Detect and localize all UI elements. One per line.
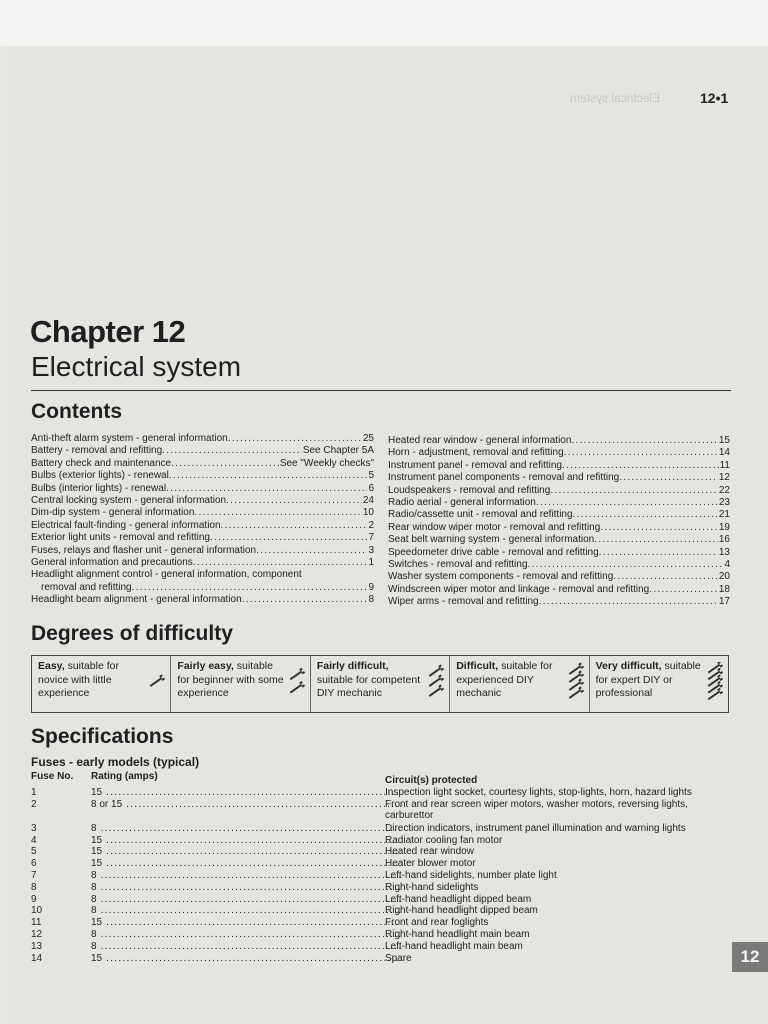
contents-entry-page: 14 xyxy=(718,447,730,459)
contents-entry xyxy=(388,596,730,608)
fuse-circuit: Heated rear window xyxy=(385,846,474,858)
contents-entry-title: Speedometer drive cable - removal and refitting xyxy=(388,546,599,558)
dot-leader xyxy=(613,571,718,583)
contents-entry-title: Horn - adjustment, removal and refitting xyxy=(388,447,564,459)
dot-leader xyxy=(571,435,717,447)
fuse-rating-cell xyxy=(91,929,401,940)
difficulty-level xyxy=(32,656,171,712)
contents-entry-page: 9 xyxy=(368,581,374,593)
fuse-circuit: Direction indicators, instrument panel illumination and warning lights xyxy=(385,822,686,834)
contents-entry xyxy=(388,472,730,484)
difficulty-level xyxy=(311,656,450,712)
contents-entry-title: Bulbs (interior lights) - renewal xyxy=(31,482,167,494)
contents-entry-page: 11 xyxy=(719,459,730,471)
fuse-row xyxy=(31,953,731,965)
fuse-number: 10 xyxy=(31,905,43,917)
fuse-row xyxy=(31,941,731,953)
fuse-circuit: Front and rear foglights xyxy=(385,917,489,929)
fuse-row xyxy=(31,905,731,917)
fuse-rating: 8 or 15 xyxy=(91,798,123,810)
dot-leader xyxy=(242,594,368,606)
contents-entry xyxy=(31,470,374,482)
fuse-rating-cell xyxy=(91,799,401,810)
fuse-rating: 8 xyxy=(91,929,97,940)
contents-entry xyxy=(388,497,730,509)
contents-entry-title: Dim-dip system - general information xyxy=(31,507,195,519)
fuse-circuit: Inspection light socket, courtesy lights, stop-lights, horn, hazard lights xyxy=(385,787,692,798)
fuse-rating: 15 xyxy=(91,846,103,858)
fuse-rating-cell xyxy=(91,917,401,928)
fuse-row xyxy=(31,917,731,929)
dot-leader xyxy=(226,495,362,507)
fuse-circuit: Left-hand sidelights, number plate light xyxy=(385,870,557,881)
fuse-number: 7 xyxy=(31,870,37,881)
fuse-rating-cell xyxy=(91,846,401,857)
dot-leader xyxy=(550,485,718,497)
contents-entry-page: 13 xyxy=(718,546,730,558)
dot-leader xyxy=(536,497,718,509)
contents-entry-title: Heated rear window - general information xyxy=(388,435,572,446)
contents-entry-title: Washer system components - removal and refitting xyxy=(388,571,614,583)
contents-entry-page: 2 xyxy=(368,519,374,531)
contents-entry-title: Radio aerial - general information xyxy=(388,497,536,509)
contents-entry xyxy=(388,460,730,472)
contents-entry xyxy=(31,532,374,544)
contents-entry xyxy=(31,445,374,457)
contents-entry-page: 15 xyxy=(718,435,730,446)
fuse-row xyxy=(31,823,731,835)
dot-leader xyxy=(132,582,368,594)
contents-entry-title: removal and refitting xyxy=(41,581,132,593)
fuse-rating-cell xyxy=(91,953,401,964)
contents-entry xyxy=(31,520,374,532)
fuse-row xyxy=(31,787,731,799)
dot-leader xyxy=(562,460,719,472)
contents-entry-title: Instrument panel components - removal and refitting xyxy=(388,472,620,484)
dot-leader xyxy=(97,882,401,893)
contents-entry-page: 7 xyxy=(368,532,374,544)
dot-leader xyxy=(228,433,362,445)
difficulty-label: Difficult, xyxy=(456,660,499,672)
fuse-rating: 15 xyxy=(91,834,103,846)
contents-entry xyxy=(31,458,374,470)
difficulty-level xyxy=(171,656,310,712)
contents-entry-title: Switches - removal and refitting xyxy=(388,559,528,571)
contents-entry-page: 19 xyxy=(718,521,730,533)
fuse-row xyxy=(31,846,731,858)
dot-leader xyxy=(539,596,718,608)
dot-leader xyxy=(171,458,279,470)
rating-header: Rating (amps) xyxy=(91,771,158,782)
contents-entry-title: Rear window wiper motor - removal and refitting xyxy=(388,521,601,533)
contents-entry-title: Wiper arms - removal and refitting xyxy=(388,596,539,608)
wrench-rating-icon xyxy=(704,662,724,704)
contents-entry xyxy=(31,545,374,557)
contents-entry-page: 12 xyxy=(718,472,730,484)
contents-entry-title: Fuses, relays and flasher unit - general information xyxy=(31,544,257,556)
contents-entry xyxy=(388,435,730,447)
contents-entry-title: Radio/cassette unit - removal and refitting xyxy=(388,509,573,521)
contents-entry-title: Bulbs (exterior lights) - renewal xyxy=(31,470,169,482)
contents-entry-page: 17 xyxy=(718,596,730,608)
contents-entry-title: Headlight beam alignment - general information xyxy=(31,594,242,606)
fuse-rating: 8 xyxy=(91,940,97,952)
difficulty-description xyxy=(177,660,285,701)
fuse-number: 11 xyxy=(31,917,42,929)
fuse-rating: 8 xyxy=(91,905,97,917)
fuse-number: 12 xyxy=(31,929,43,940)
wrench-rating-icon xyxy=(425,662,445,704)
fuse-circuit: Spare xyxy=(385,952,412,964)
difficulty-description xyxy=(38,660,146,701)
title-rule xyxy=(31,390,731,391)
contents-entry xyxy=(388,559,730,571)
contents-entry-title: Windscreen wiper motor and linkage - removal and refitting xyxy=(388,583,650,595)
contents-entry-title: Exterior light units - removal and refitting xyxy=(31,532,210,544)
difficulty-description xyxy=(596,660,704,701)
scan-top-margin xyxy=(0,0,768,46)
contents-right-column xyxy=(388,435,730,609)
contents-entry xyxy=(388,547,730,559)
difficulty-text: suitable for novice with little experience xyxy=(38,660,119,699)
fuse-rating: 15 xyxy=(91,858,103,870)
contents-entry-page: 8 xyxy=(368,594,374,606)
contents-entry-title: Headlight alignment control - general information, component xyxy=(31,569,302,581)
fuse-number: 8 xyxy=(31,881,37,893)
difficulty-text: suitable for experienced DIY mechanic xyxy=(456,660,553,699)
contents-entry-title: Anti-theft alarm system - general information xyxy=(31,433,228,444)
chapter-number: Chapter 12 xyxy=(30,314,186,349)
contents-entry xyxy=(388,534,730,546)
dot-leader xyxy=(221,520,368,532)
difficulty-level xyxy=(450,656,589,712)
wrench-rating-icon xyxy=(146,662,166,704)
specifications-heading: Specifications xyxy=(31,725,174,748)
fuse-number: 14 xyxy=(31,952,43,964)
dot-leader xyxy=(102,835,401,846)
contents-entry-title: Battery check and maintenance xyxy=(31,457,172,469)
contents-entry-title: Central locking system - general information xyxy=(31,495,227,507)
fuse-rating-cell xyxy=(91,894,401,905)
fuse-circuit: Right-hand sidelights xyxy=(385,881,479,893)
contents-entry-page: 5 xyxy=(368,470,374,482)
contents-entry-title: Instrument panel - removal and refitting xyxy=(388,459,562,471)
fuse-rating: 8 xyxy=(91,881,97,893)
fuse-row xyxy=(31,835,731,847)
fuse-number: 3 xyxy=(31,822,37,834)
fuse-rating: 8 xyxy=(91,870,97,881)
dot-leader xyxy=(166,483,367,495)
fuse-rating: 15 xyxy=(91,952,103,964)
circuit-header: Circuit(s) protected xyxy=(385,775,478,786)
fuse-circuit: Right-hand headlight main beam xyxy=(385,929,530,940)
dot-leader xyxy=(619,472,718,484)
difficulty-description xyxy=(456,660,564,701)
contents-entry-title: General information and precautions xyxy=(31,557,193,569)
fuse-row xyxy=(31,870,731,882)
dot-leader xyxy=(210,532,367,544)
contents-entry xyxy=(388,522,730,534)
contents-entry-page: 16 xyxy=(718,534,730,546)
dot-leader xyxy=(599,547,718,559)
fuse-circuit: Left-hand headlight dipped beam xyxy=(385,893,532,905)
difficulty-legend xyxy=(31,655,729,713)
difficulty-label: Fairly difficult, xyxy=(316,660,389,672)
difficulty-text: suitable for competent DIY mechanic xyxy=(316,673,421,699)
dot-leader xyxy=(169,470,368,482)
difficulty-text: suitable for expert DIY or professional xyxy=(595,660,701,699)
fuse-rating-cell xyxy=(91,858,401,869)
dot-leader xyxy=(97,929,401,940)
contents-entry-page: 21 xyxy=(718,509,730,521)
fuse-rating: 8 xyxy=(91,822,97,834)
dot-leader xyxy=(122,799,401,810)
fuse-row xyxy=(31,894,731,906)
chapter-thumb-tab: 12 xyxy=(732,942,768,972)
fuse-rating-cell xyxy=(91,835,401,846)
fuse-rating-cell xyxy=(91,941,401,952)
contents-entry xyxy=(31,495,374,507)
fuse-number: 6 xyxy=(31,858,37,870)
dot-leader xyxy=(162,445,302,457)
dot-leader xyxy=(97,870,401,881)
fuse-circuit: Heater blower motor xyxy=(385,858,476,870)
fuse-rating-cell xyxy=(91,905,401,916)
contents-entry-page: 4 xyxy=(724,559,730,571)
dot-leader xyxy=(194,507,361,519)
fuse-no-header: Fuse No. xyxy=(31,771,74,782)
dot-leader xyxy=(102,858,401,869)
contents-entry xyxy=(31,594,374,606)
page-number: 12•1 xyxy=(700,90,729,106)
fuse-row xyxy=(31,858,731,870)
dot-leader xyxy=(594,534,718,546)
fuse-number: 2 xyxy=(31,798,37,810)
contents-entry-page: 10 xyxy=(362,507,374,519)
contents-entry xyxy=(388,447,730,459)
wrench-rating-icon xyxy=(565,662,585,704)
fuse-rating: 15 xyxy=(91,787,103,798)
difficulty-description xyxy=(317,660,425,701)
fuse-rating-cell xyxy=(91,870,401,881)
contents-entry-title: Seat belt warning system - general information xyxy=(388,534,595,546)
contents-entry-page: See Chapter 5A xyxy=(302,445,374,457)
contents-entry-title: Battery - removal and refitting xyxy=(31,445,163,457)
difficulty-label: Fairly easy, xyxy=(177,660,234,672)
fuse-rating-cell xyxy=(91,823,401,834)
dot-leader xyxy=(97,905,401,916)
wrench-rating-icon xyxy=(286,662,306,704)
contents-entry xyxy=(31,557,374,569)
contents-entry-page: 24 xyxy=(362,495,374,507)
contents-entry xyxy=(388,571,730,583)
dot-leader xyxy=(528,559,724,571)
contents-entry-page: 6 xyxy=(368,482,374,494)
fuse-row xyxy=(31,929,731,941)
fuse-rating: 15 xyxy=(91,917,103,929)
fuses-subheading: Fuses - early models (typical) xyxy=(31,755,200,769)
fuse-row xyxy=(31,882,731,894)
difficulty-text: suitable for beginner with some experience xyxy=(177,660,284,699)
dot-leader xyxy=(102,917,401,928)
fuse-number: 5 xyxy=(31,846,37,858)
difficulty-label: Very difficult, xyxy=(595,660,662,672)
contents-entry xyxy=(31,433,374,445)
fuse-circuit: Left-hand headlight main beam xyxy=(385,940,523,952)
dot-leader xyxy=(102,953,401,964)
fuse-number: 1 xyxy=(31,787,37,798)
dot-leader xyxy=(564,447,718,459)
contents-entry-title: Electrical fault-finding - general information xyxy=(31,519,221,531)
dot-leader xyxy=(97,941,401,952)
contents-entry xyxy=(31,507,374,519)
dot-leader xyxy=(573,509,718,521)
fuse-circuit: Radiator cooling fan motor xyxy=(385,834,503,846)
fuse-circuit: Right-hand headlight dipped beam xyxy=(385,905,538,917)
contents-entry-page: 23 xyxy=(718,497,730,509)
contents-heading: Contents xyxy=(31,400,122,423)
fuse-circuit: Front and rear screen wiper motors, washer motors, reversing lights, carburettor xyxy=(385,798,688,822)
contents-entry-page: 25 xyxy=(362,433,374,444)
dot-leader xyxy=(97,894,401,905)
contents-entry-page: 18 xyxy=(718,583,730,595)
dot-leader xyxy=(256,545,367,557)
fuse-number: 9 xyxy=(31,893,37,905)
contents-entry xyxy=(388,509,730,521)
contents-left-column xyxy=(31,433,374,607)
contents-entry xyxy=(31,569,374,581)
contents-entry xyxy=(31,582,374,594)
contents-entry xyxy=(31,483,374,495)
contents-entry xyxy=(388,584,730,596)
dot-leader xyxy=(600,522,718,534)
contents-entry-page: 1 xyxy=(368,557,374,569)
difficulty-level xyxy=(590,656,728,712)
fuse-row xyxy=(31,798,731,822)
bleed-through-header: Electrical system xyxy=(570,91,661,105)
difficulty-heading: Degrees of difficulty xyxy=(31,622,233,645)
dot-leader xyxy=(193,557,368,569)
contents-entry-page: 3 xyxy=(368,544,374,556)
dot-leader xyxy=(649,584,718,596)
contents-entry xyxy=(388,485,730,497)
contents-entry-page: See "Weekly checks" xyxy=(279,457,374,469)
dot-leader xyxy=(102,846,401,857)
fuse-rating-cell xyxy=(91,882,401,893)
fuse-number: 13 xyxy=(31,940,43,952)
dot-leader xyxy=(97,823,401,834)
contents-entry-title: Loudspeakers - removal and refitting xyxy=(388,484,551,496)
fuse-rating-cell xyxy=(91,787,401,798)
contents-entry-page: 20 xyxy=(718,571,730,583)
chapter-title: Electrical system xyxy=(31,351,242,382)
contents-entry-page: 22 xyxy=(718,484,730,496)
difficulty-label: Easy, xyxy=(38,660,65,672)
fuse-number: 4 xyxy=(31,834,37,846)
fuse-rating: 8 xyxy=(91,893,97,905)
dot-leader xyxy=(102,787,401,798)
